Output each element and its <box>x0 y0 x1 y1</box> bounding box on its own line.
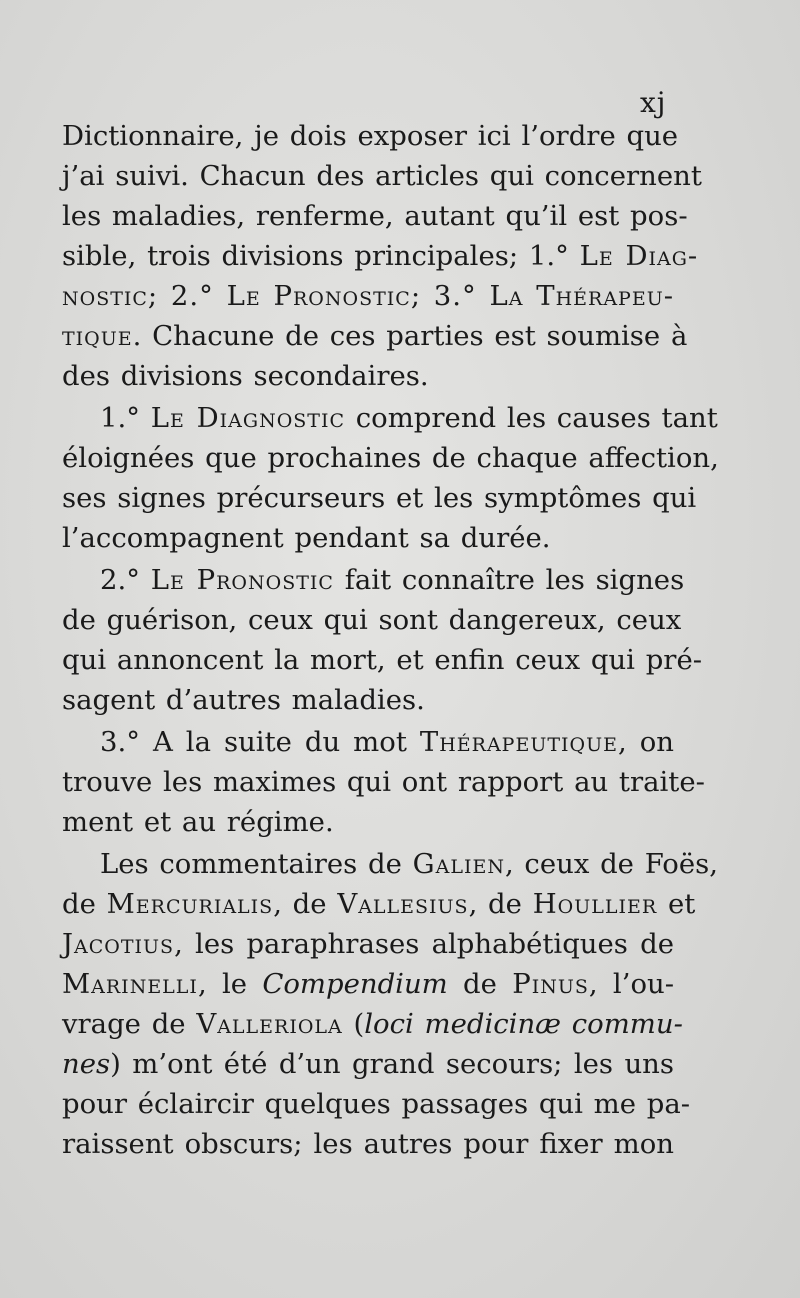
italic-run: Compendium <box>262 968 448 1000</box>
text-line <box>62 886 696 926</box>
text-line: ment et au régime. <box>62 806 334 838</box>
page-number: xj <box>640 86 667 119</box>
text-run: ( <box>353 1008 365 1040</box>
text-run: comprend les causes tant <box>355 402 718 434</box>
text-run: de <box>62 888 96 920</box>
text-run: , les paraphrases alphabétiques de <box>174 928 674 960</box>
text-run: , l’ou- <box>588 968 674 1000</box>
small-caps-run: Houllier <box>532 888 658 920</box>
text-line <box>62 1046 674 1086</box>
italic-run: loci medicinæ commu- <box>364 1008 683 1040</box>
text-run: 3.° A la suite du mot <box>100 726 407 758</box>
text-run: , on <box>617 726 674 758</box>
small-caps-run: Le Diag- <box>579 240 699 272</box>
text-line: des divisions secondaires. <box>62 360 429 392</box>
text-run: 2.° <box>100 564 140 596</box>
small-caps-run: Valleriola <box>196 1008 343 1040</box>
small-caps-run: Pinus <box>512 968 589 1000</box>
text-run: , de <box>273 888 327 920</box>
small-caps-run: Galien <box>412 848 505 880</box>
text-line <box>62 238 699 278</box>
text-run: de <box>463 968 497 1000</box>
text-line <box>62 926 674 966</box>
text-line <box>62 966 674 1006</box>
text-line: de guérison, ceux qui sont dangereux, ceux <box>62 604 682 636</box>
text-line: pour éclaircir quelques passages qui me pa- <box>62 1088 691 1120</box>
text-run: sible, trois divisions principales; 1.° <box>62 240 580 272</box>
text-line <box>62 400 718 440</box>
text-line: j’ai suivi. Chacun des articles qui concernent <box>62 160 702 192</box>
text-line: trouve les maximes qui ont rapport au traite- <box>62 766 705 798</box>
text-line <box>62 846 718 886</box>
small-caps-run: Thérapeutique <box>419 726 618 758</box>
text-line <box>62 724 674 764</box>
text-run: , ceux de Foës, <box>504 848 718 880</box>
small-caps-run: Le Diagnostic <box>150 402 346 434</box>
small-caps-run: Marinelli <box>62 968 198 1000</box>
small-caps-run: Mercurialis <box>106 888 274 920</box>
text-run: , de <box>468 888 522 920</box>
text-line: éloignées que prochaines de chaque affection, <box>62 442 719 474</box>
text-line: Dictionnaire, je dois exposer ici l’ordre que <box>62 120 679 152</box>
text-run: , le <box>197 968 248 1000</box>
text-line: sagent d’autres maladies. <box>62 684 425 716</box>
text-line <box>62 562 685 602</box>
text-run: . Chacune de ces parties est soumise à <box>132 320 688 352</box>
text-line: ses signes précurseurs et les symptômes qui <box>62 482 697 514</box>
text-run: vrage de <box>62 1008 186 1040</box>
text-run: ) m’ont été d’un grand secours; les uns <box>110 1048 674 1080</box>
text-run: Les commentaires de <box>100 848 402 880</box>
small-caps-run: Vallesius <box>337 888 469 920</box>
text-line: qui annoncent la mort, et enfin ceux qui pré- <box>62 644 703 676</box>
text-run: et <box>667 888 696 920</box>
text-line <box>62 1006 683 1046</box>
text-line: nostic; 2.° Le Pronostic; 3.° La Thérapeu- <box>62 280 674 312</box>
text-run: 1.° <box>100 402 140 434</box>
small-caps-run: Jacotius <box>62 928 175 960</box>
text-run: fait connaître les signes <box>344 564 685 596</box>
text-line: l’accompagnent pendant sa durée. <box>62 522 551 554</box>
text-line: raissent obscurs; les autres pour fixer mon <box>62 1128 674 1160</box>
text-line <box>62 318 688 358</box>
small-caps-run: tique <box>62 320 133 352</box>
italic-run: nes <box>62 1048 111 1080</box>
text-line: les maladies, renferme, autant qu’il est pos- <box>62 200 688 232</box>
small-caps-run: Le Pronostic <box>150 564 334 596</box>
